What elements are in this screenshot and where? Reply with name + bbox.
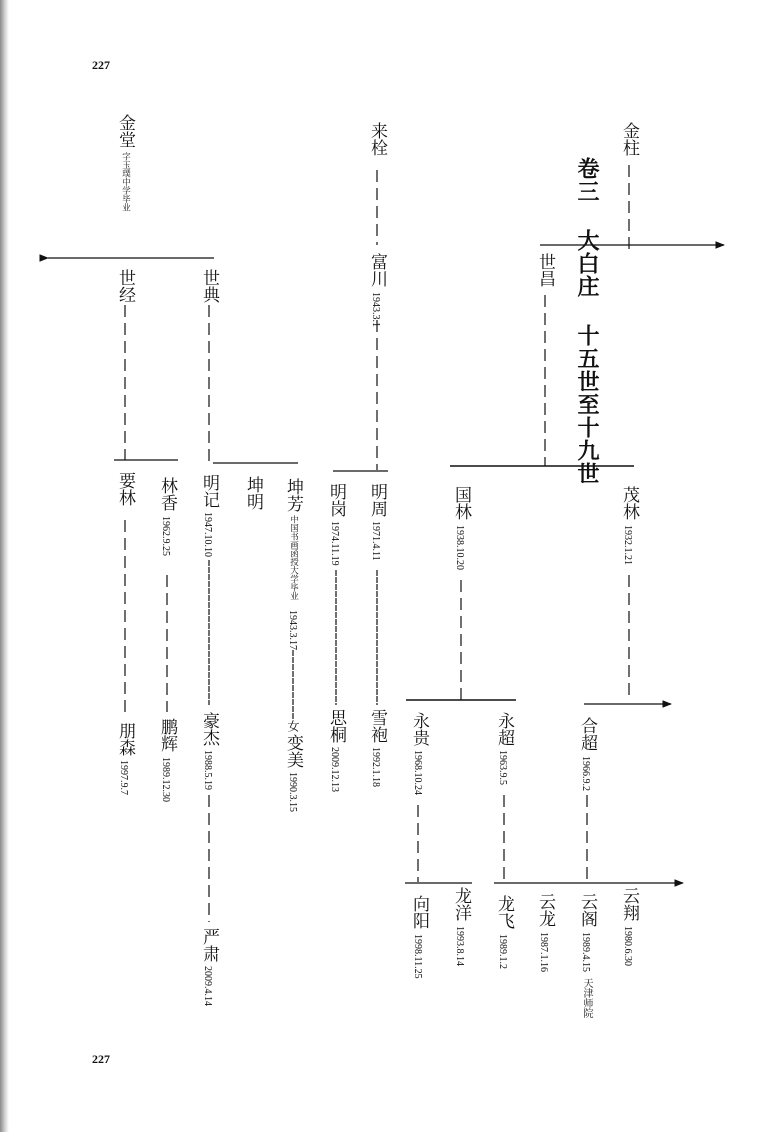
person-fuchuan: 富川 bbox=[367, 253, 387, 287]
person-laishuan: 来栓 bbox=[367, 122, 387, 156]
person-xuepao: 雪袍 bbox=[367, 709, 387, 743]
person-guolin: 国林 bbox=[451, 486, 471, 520]
person-yonggui-date: 1968.10.24 bbox=[412, 750, 423, 795]
person-yunxiang-date: 1980.6.30 bbox=[622, 926, 633, 966]
person-jintang-note: 字玉璞中学毕业 bbox=[120, 152, 131, 212]
person-fuchuan-date: 1943.3.1 bbox=[370, 292, 381, 327]
person-mingji: 明记 bbox=[199, 474, 219, 508]
person-maolin: 茂林 bbox=[619, 486, 639, 520]
person-yunge-date: 1989.4.15 bbox=[580, 932, 591, 972]
person-kunfang: 坤芳 bbox=[283, 478, 303, 512]
page-number-bottom: 227 bbox=[92, 1052, 110, 1066]
person-haojie-date: 1988.5.19 bbox=[202, 750, 213, 790]
person-yunge-note: 天津师院 bbox=[581, 978, 592, 1018]
person-sitong-date: 2009.12.13 bbox=[329, 747, 340, 792]
person-xiangyang: 向阳 bbox=[409, 895, 429, 929]
person-kunfang-note: 中国书画函授大学毕业 bbox=[288, 515, 299, 600]
person-yunlong-date: 1987.1.16 bbox=[538, 932, 549, 972]
person-minggang: 明岗 bbox=[326, 483, 346, 517]
person-haojie: 豪杰 bbox=[199, 712, 219, 746]
person-sitong: 思桐 bbox=[326, 709, 346, 743]
person-yaolin: 要林 bbox=[115, 472, 135, 506]
person-penghui: 鹏辉 bbox=[157, 718, 177, 752]
person-penghui-date: 1989.12.30 bbox=[160, 757, 171, 802]
person-kunfang-date: 1943.3.17 bbox=[287, 610, 298, 650]
person-yansu: 严肃 bbox=[199, 928, 219, 962]
person-shijing: 世经 bbox=[115, 269, 135, 303]
person-kunming: 坤明 bbox=[243, 476, 263, 510]
person-hechao: 合超 bbox=[577, 717, 597, 751]
person-hechao-date: 1966.9.2 bbox=[580, 756, 591, 791]
person-mingzhou: 明周 bbox=[367, 483, 387, 517]
person-shichang: 世昌 bbox=[535, 253, 555, 287]
person-yunge: 云阁 bbox=[577, 893, 597, 927]
person-longfei-date: 1989.1.2 bbox=[497, 934, 508, 969]
person-yunxiang: 云翔 bbox=[619, 887, 639, 921]
person-xuepao-date: 1992.1.18 bbox=[370, 747, 381, 787]
person-yansu-date: 2009.4.14 bbox=[202, 966, 213, 1006]
person-longyang: 龙洋 bbox=[451, 887, 471, 921]
volume-title: 卷三 大白庄 十五世至十九世 bbox=[574, 157, 599, 485]
person-yunlong: 云龙 bbox=[535, 893, 555, 927]
person-jinzhu: 金柱 bbox=[619, 122, 639, 156]
person-guolin-date: 1938.10.20 bbox=[454, 525, 465, 570]
person-xinmei-date: 1990.3.15 bbox=[287, 772, 298, 812]
person-linxiang-date: 1962.9.25 bbox=[160, 516, 171, 556]
person-yonggui: 永贵 bbox=[409, 712, 429, 746]
person-longyang-date: 1993.8.14 bbox=[454, 926, 465, 966]
person-nv-label: 女 bbox=[286, 720, 300, 732]
person-longfei: 龙飞 bbox=[494, 895, 514, 929]
person-maolin-date: 1932.1.21 bbox=[622, 525, 633, 565]
person-yongchao: 永超 bbox=[494, 712, 514, 746]
person-pengsen-date: 1997.9.7 bbox=[118, 760, 129, 795]
person-yongchao-date: 1963.9.5 bbox=[497, 750, 508, 785]
person-jintang: 金堂 bbox=[115, 114, 135, 148]
person-minggang-date: 1974.11.19 bbox=[329, 521, 340, 566]
page-number-top: 227 bbox=[92, 58, 110, 72]
person-linxiang: 林香 bbox=[157, 477, 177, 511]
person-shidian: 世典 bbox=[199, 269, 219, 303]
person-mingzhou-date: 1971.4.11 bbox=[370, 521, 381, 561]
person-pengsen: 朋森 bbox=[115, 722, 135, 756]
person-mingji-date: 1947.10.10 bbox=[202, 512, 213, 557]
person-xiangyang-date: 1998.11.25 bbox=[412, 934, 423, 979]
person-xinmei: 变美 bbox=[283, 734, 303, 768]
